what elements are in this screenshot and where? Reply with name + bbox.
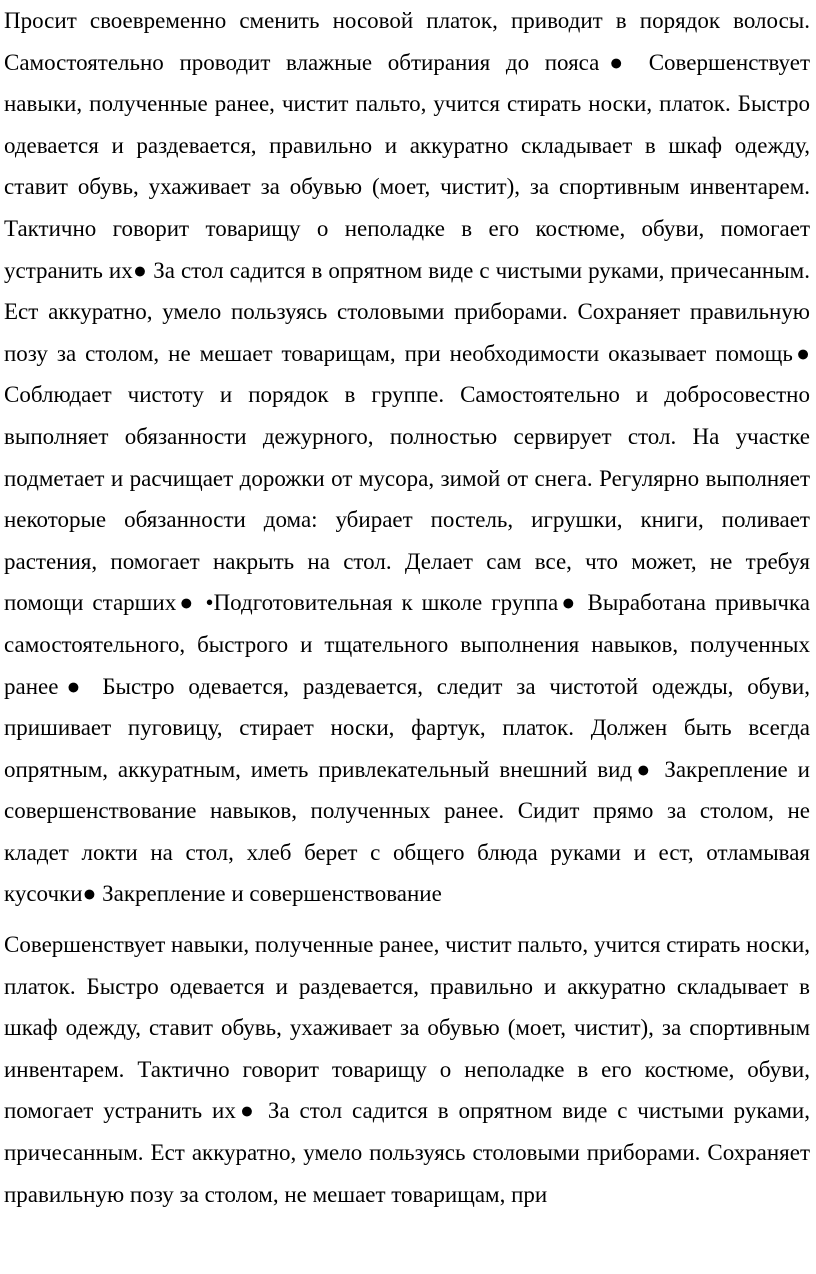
paragraph-1: Просит своевременно сменить носовой платок, приводит в порядок волосы. Самостоятельно проводит влажные обтирания до пояса● Совершенствует навыки, полученные ранее, чистит пальто, учится стирать носки, платок. Быстро одевается и раздевается, правильно и аккуратно складывает в шкаф одежду, ставит обувь, ухаживает за обувью (моет, чистит), за спортивным инвентарем. Тактично говорит товарищу о неполадке в его костюме, обуви, помогает устранить их● За стол садится в опрятном виде с чистыми руками, причесанным. Ест аккуратно, умело пользуясь столовыми приборами. Сохраняет правильную позу за столом, не мешает товарищам, при необходимости оказывает помощь● Соблюдает чистоту и порядок в группе. Самостоятельно и добросовестно выполняет обязанности дежурного, полностью сервирует стол. На участке подметает и расчищает дорожки от мусора, зимой от снега. Регулярно выполняет некоторые обязанности дома: убирает постель, игрушки, книги, поливает растения, помогает накрыть на стол. Делает сам все, что может, не требуя помощи старших● •Подготовительная к школе группа● Выработана привычка самостоятельного, быстрого и тщательного выполнения навыков, полученных ранее● Быстро одевается, раздевается, следит за чистотой одежды, обуви, пришивает пуговицу, стирает носки, фартук, платок. Должен быть всегда опрятным, аккуратным, иметь привлекательный внешний вид● Закрепление и совершенствование навыков, полученных ранее. Сидит прямо за столом, не кладет локти на стол, хлеб берет с общего блюда руками и ест, отламывая кусочки● Закрепление и совершенствование: [4, 8, 810, 907]
paragraph-2: Совершенствует навыки, полученные ранее, чистит пальто, учится стирать носки, платок. Быстро одевается и раздевается, правильно и аккуратно складывает в шкаф одежду, ставит обувь, ухаживает за обувью (моет, чистит), за спортивным инвентарем. Тактично говорит товарищу о неполадке в его костюме, обуви, помогает устранить их● За стол садится в опрятном виде с чистыми руками, причесанным. Ест аккуратно, умело пользуясь столовыми приборами. Сохраняет правильную позу за столом, не мешает товарищам, при: [4, 932, 810, 1207]
